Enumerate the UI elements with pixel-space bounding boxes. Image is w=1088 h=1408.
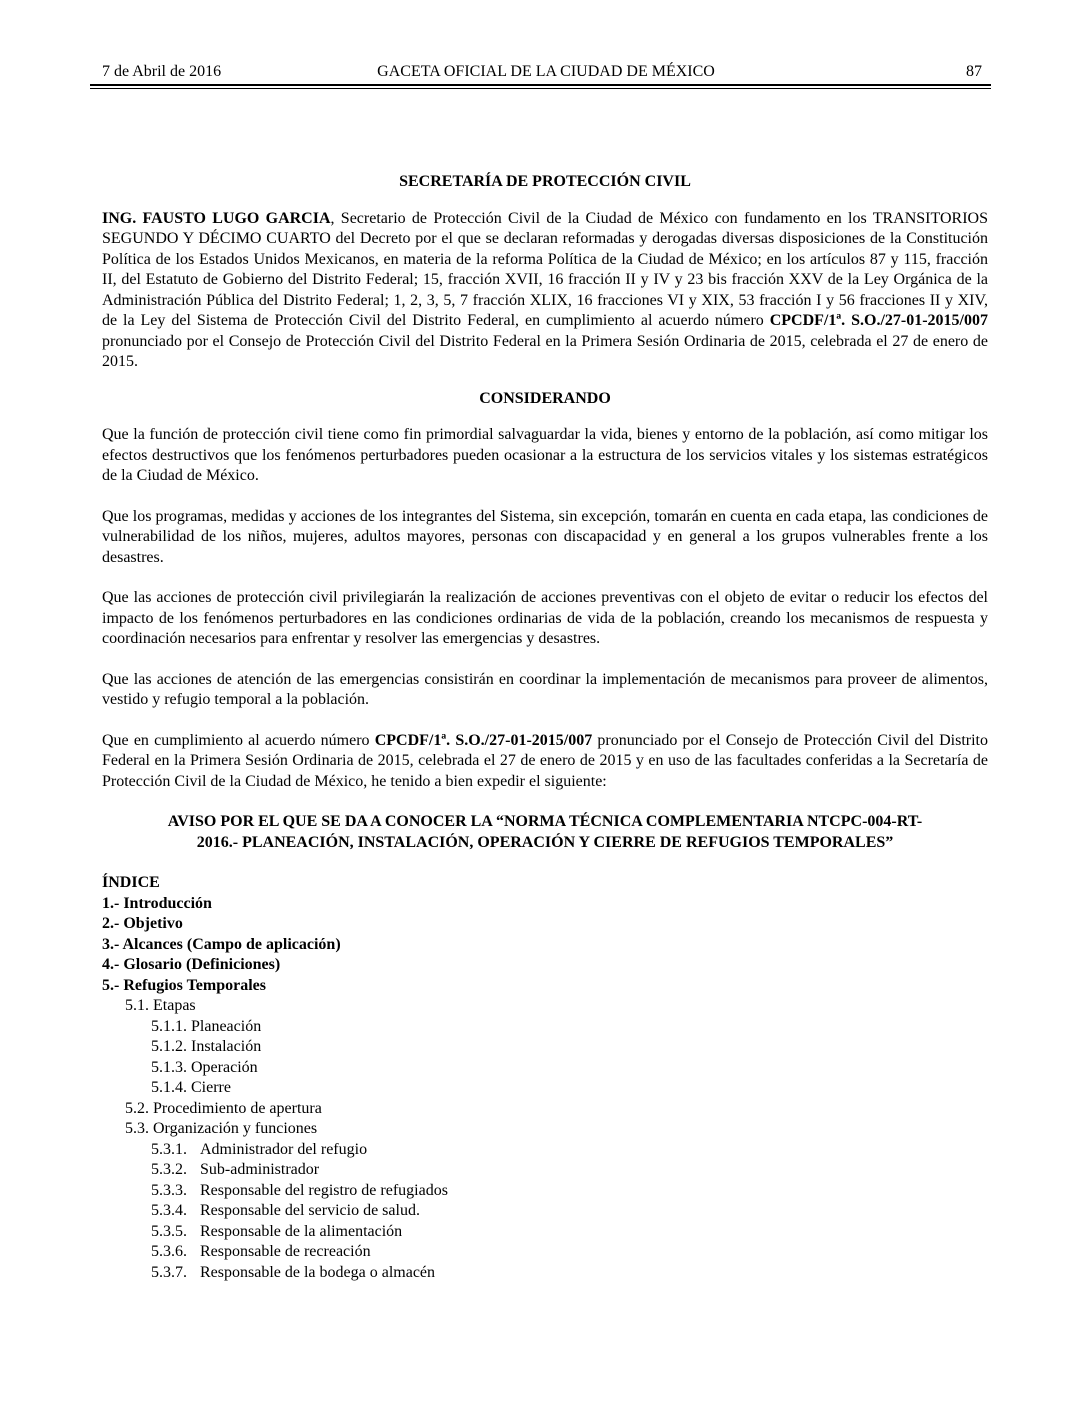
- document-body: [102, 172, 988, 1283]
- intro-text-2: pronunciado por el Consejo de Protección Civil del Distrito Federal en la Primera Sesión Ordinaria de 2015, celebrada el 27 de enero de 2015.: [102, 332, 988, 370]
- index-text: Responsable del servicio de salud.: [200, 1202, 420, 1219]
- index-subsubitem: [102, 1242, 988, 1263]
- index-subsubitem: [102, 1078, 988, 1099]
- index-subitem: 5.2. Procedimiento de apertura: [125, 1099, 322, 1117]
- considerando-paragraph: Que la función de protección civil tiene como fin primordial salvaguardar la vida, bienes y entorno de la población, así como mitigar los efectos destructivos que los fenómenos perturbadores pueden ocasionar a la estructura de los servicios vitales y los sistemas estratégicos de la Ciudad de México.: [102, 426, 988, 484]
- index-subsubitem: [102, 1017, 988, 1038]
- index-text: Responsable de la alimentación: [200, 1222, 403, 1240]
- index-item: 5.- Refugios Temporales: [102, 976, 266, 994]
- header-date: 7 de Abril de 2016: [102, 63, 222, 80]
- index-num: 5.3.5.: [151, 1222, 187, 1240]
- index-subsubitem: [102, 1140, 988, 1161]
- considerando-paragraph-final: [102, 731, 988, 793]
- final-text-2: pronunciado por el Consejo de Protección Civil del Distrito Federal en la Primera Sesión Ordinaria de 2015, celebrada el 27 de enero de 2015 y en uso de las facultades conferidas a la Secretaría de Protección Civil de la Ciudad de México, he tenido a bien expedir el siguiente:: [102, 731, 989, 790]
- index-subitem: 5.1. Etapas: [125, 997, 196, 1014]
- index-subsubitem: [102, 1222, 988, 1243]
- index-subsubitem: [102, 1181, 988, 1202]
- aviso-title: [102, 812, 988, 853]
- index-num: 5.1.4.: [151, 1079, 187, 1096]
- index-item: 4.- Glosario (Definiciones): [102, 956, 281, 973]
- header-rule-thin: [90, 88, 991, 89]
- index-text: Administrador del refugio: [200, 1140, 368, 1158]
- index-num: 5.3.1.: [151, 1140, 187, 1158]
- index-num: 5.3.4.: [151, 1202, 187, 1219]
- index-subsubitem: [102, 1263, 988, 1284]
- index-text: Responsable del registro de refugiados: [200, 1181, 448, 1199]
- considerando-title: CONSIDERANDO: [479, 389, 611, 407]
- index-num: 5.3.7.: [151, 1263, 187, 1281]
- agreement-number: CPCDF/1ª. S.O./27-01-2015/007: [374, 731, 593, 749]
- index-text: Cierre: [191, 1079, 231, 1096]
- index-num: 5.3.6.: [151, 1243, 187, 1260]
- index-subitem: 5.3. Organización y funciones: [125, 1120, 318, 1137]
- considerando-paragraph: Que las acciones de protección civil privilegiarán la realización de acciones preventivas con el objeto de evitar o reducir los efectos del impacto de los fenómenos perturbadores en las condiciones ordinarias de vida de la población, creando los mecanismos de respuesta y coordinación necesarios para enfrentar y resolver las emergencias y desastres.: [102, 589, 988, 647]
- index-item: 1.- Introducción: [102, 894, 212, 912]
- considerando-paragraph: Que las acciones de atención de las emergencias consistirán en coordinar la implementación de mecanismos para proveer de alimentos, vestido y refugio temporal a la población.: [102, 670, 988, 708]
- considerando-paragraph: Que los programas, medidas y acciones de los integrantes del Sistema, sin excepción, tomarán en cuenta en cada etapa, las condiciones de vulnerabilidad de los niños, mujeres, adultos mayores, personas con discapacidad y en general a los grupos vulnerables frente a los desastres.: [102, 507, 988, 566]
- section-title: SECRETARÍA DE PROTECCIÓN CIVIL: [399, 173, 691, 190]
- final-text-1: Que en cumplimiento al acuerdo número: [102, 731, 375, 749]
- author-name: ING. FAUSTO LUGO GARCIA: [102, 209, 331, 227]
- page-header: [102, 62, 990, 82]
- page-number: 87: [966, 63, 982, 80]
- header-rule-thick: [90, 84, 991, 86]
- index: [102, 873, 988, 1283]
- index-subsubitem: [102, 1058, 988, 1079]
- index-subsubitem: [102, 1201, 988, 1222]
- index-text: Responsable de recreación: [200, 1243, 371, 1260]
- index-text: Operación: [191, 1058, 258, 1076]
- index-text: Sub-administrador: [200, 1161, 320, 1178]
- index-text: Planeación: [191, 1017, 262, 1035]
- index-subsubitem: [102, 1037, 988, 1058]
- index-subsubitem: [102, 1160, 988, 1181]
- index-title: ÍNDICE: [102, 874, 160, 891]
- intro-paragraph: [102, 209, 988, 373]
- index-num: 5.3.2.: [151, 1161, 187, 1178]
- index-num: 5.1.3.: [151, 1058, 187, 1076]
- aviso-title-line-2: 2016.- PLANEACIÓN, INSTALACIÓN, OPERACIÓN Y CIERRE DE REFUGIOS TEMPORALES”: [196, 833, 894, 851]
- index-num: 5.1.2.: [151, 1038, 187, 1055]
- index-num: 5.1.1.: [151, 1017, 187, 1035]
- intro-text-1: , Secretario de Protección Civil de la Ciudad de México con fundamento en los TRANSITORIOS SEGUNDO Y DÉCIMO CUARTO del Decreto por el que se declaran reformadas y derogadas diversas disposiciones de la Constitución Política de los Estados Unidos Mexicanos, en materia de la reforma Política de la Ciudad de México; en los artículos 87 y 115, fracción II, del Estatuto de Gobierno del Distrito Federal; 15, fracción XVII, 16 fracción II y IV y 23 bis fracción XXV de la Ley Orgánica de la Administración Pública del Distrito Federal; 1, 2, 3, 5, 7 fracción XLIX, 16 fracciones VI y XIX, 53 fracción I y 56 fracciones II y XIV, de la Ley del Sistema de Protección Civil del Distrito Federal, en cumplimiento al acuerdo número: [102, 209, 988, 329]
- aviso-title-line-1: AVISO POR EL QUE SE DA A CONOCER LA “NORMA TÉCNICA COMPLEMENTARIA NTCPC-004-RT-: [167, 813, 923, 830]
- index-text: Instalación: [191, 1038, 262, 1055]
- agreement-number: CPCDF/1ª. S.O./27-01-2015/007: [769, 312, 988, 329]
- index-num: 5.3.3.: [151, 1181, 187, 1199]
- index-text: Responsable de la bodega o almacén: [200, 1263, 436, 1281]
- index-item: 2.- Objetivo: [102, 915, 183, 932]
- header-title: GACETA OFICIAL DE LA CIUDAD DE MÉXICO: [377, 63, 715, 80]
- index-item: 3.- Alcances (Campo de aplicación): [102, 935, 341, 953]
